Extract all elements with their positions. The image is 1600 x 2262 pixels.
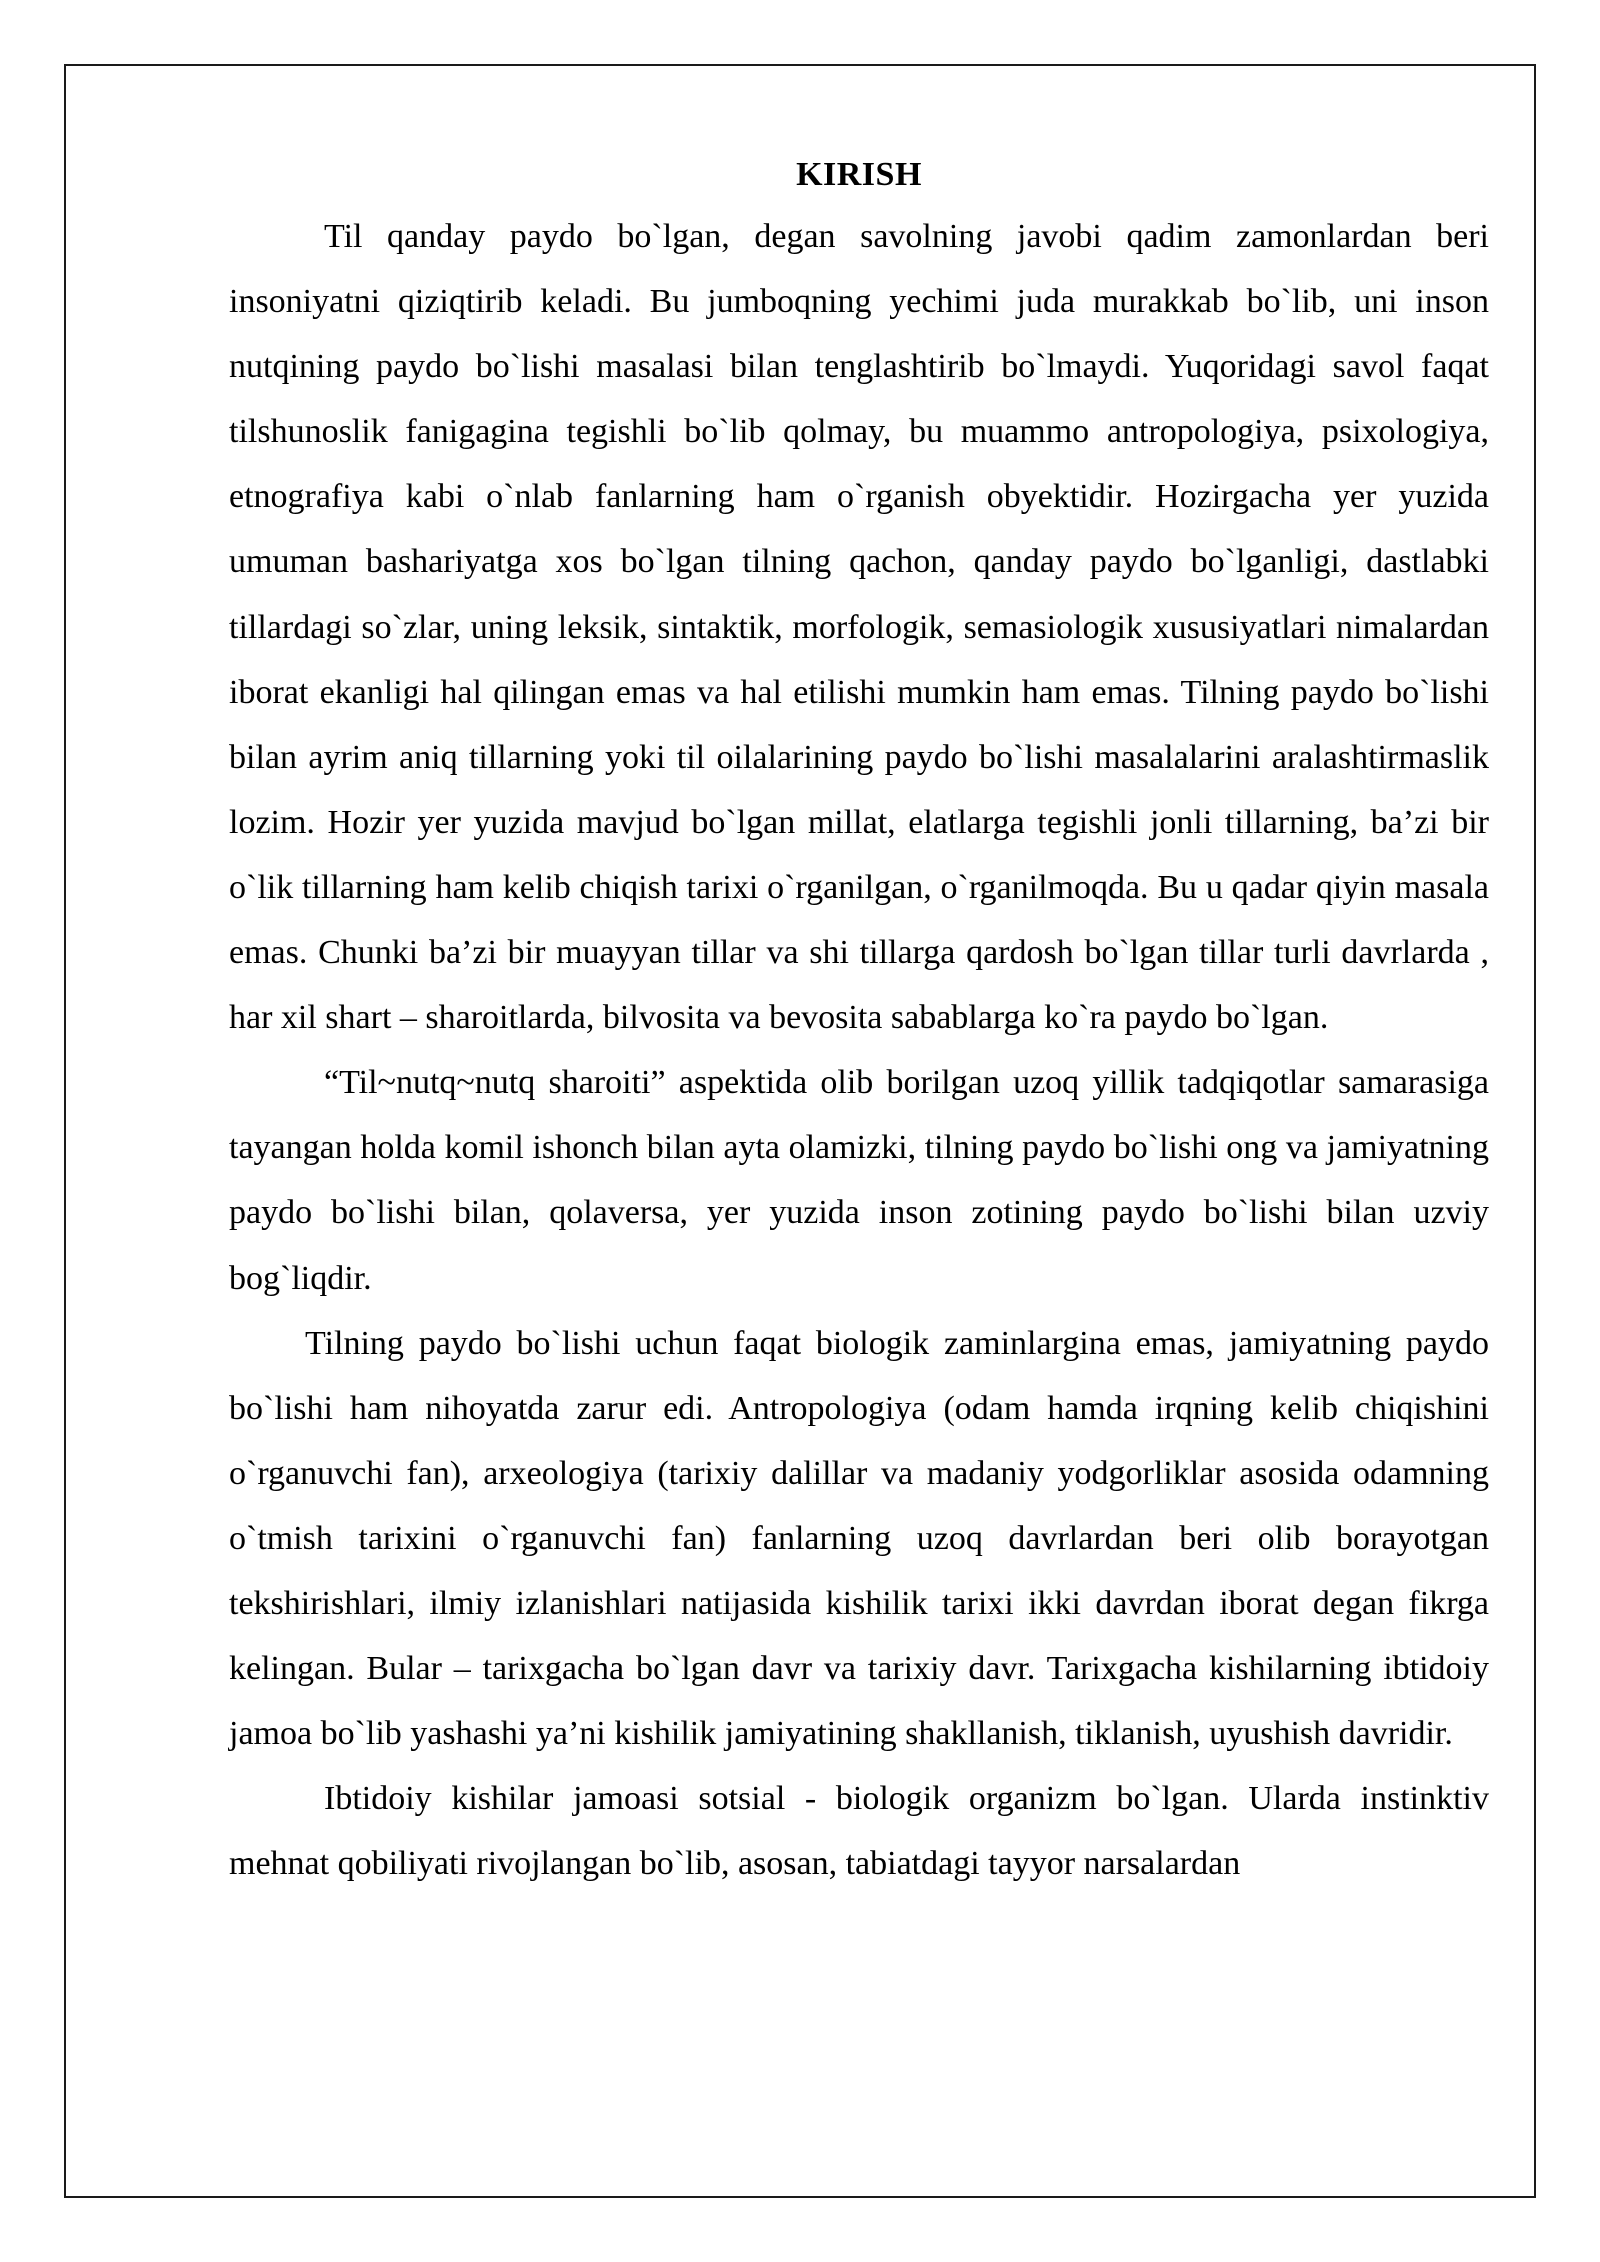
page-title: KIRISH [796, 156, 922, 193]
document-body [229, 148, 1489, 1896]
paragraph-3: Tilning paydo bo`lishi uchun faqat biologik zaminlargina emas, jamiyatning paydo bo`lishi ham nihoyatda zarur edi. Antropologiya (odam hamda irqning kelib chiqishini o`rganuvchi fan), arxeologiya (tarixiy dalillar va madaniy yodgorliklar asosida odamning o`tmish tarixini o`rganuvchi fan) fanlarning uzoq davrlardan beri olib borayotgan tekshirishlari, ilmiy izlanishlari natijasida kishilik tarixi ikki davrdan iborat degan fikrga kelingan. Bular – tarixgacha bo`lgan davr va tarixiy davr. Tarixgacha kishilarning ibtidoiy jamoa bo`lib yashashi ya’ni kishilik jamiyatining shakllanish, tiklanish, uyushish davridir. [229, 1324, 1489, 1753]
paragraph-2: “Til~nutq~nutq sharoiti” aspektida olib borilgan uzoq yillik tadqiqotlar samarasiga tayangan holda komil ishonch bilan ayta olamizki, tilning paydo bo`lishi ong va jamiyatning paydo bo`lishi bilan, qolaversa, yer yuzida inson zotining paydo bo`lishi bilan uzviy bog`liqdir. [229, 1064, 1489, 1297]
paragraph-4: Ibtidoiy kishilar jamoasi sotsial - biologik organizm bo`lgan. Ularda instinktiv mehnat qobiliyati rivojlangan bo`lib, asosan, tabiatdagi tayyor narsalardan [229, 1780, 1489, 1883]
paragraph-1: Til qanday paydo bo`lgan, degan savolning javobi qadim zamonlardan beri insoniyatni qiziqtirib keladi. Bu jumboqning yechimi juda murakkab bo`lib, uni inson nutqining paydo bo`lishi masalasi bilan tenglashtirib bo`lmaydi. Yuqoridagi savol faqat tilshunoslik fanigagina tegishli bo`lib qolmay, bu muammo antropologiya, psixologiya, etnografiya kabi o`nlab fanlarning ham o`rganish obyektidir. Hozirgacha yer yuzida umuman bashariyatga xos bo`lgan tilning qachon, qanday paydo bo`lganligi, dastlabki tillardagi so`zlar, uning leksik, sintaktik, morfologik, semasiologik xususiyatlari nimalardan iborat ekanligi hal qilingan emas va hal etilishi mumkin ham emas. Tilning paydo bo`lishi bilan ayrim aniq tillarning yoki til oilalarining paydo bo`lishi masalalarini aralashtirmaslik lozim. Hozir yer yuzida mavjud bo`lgan millat, elatlarga tegishli jonli tillarning, ba’zi bir o`lik tillarning ham kelib chiqish tarixi o`rganilgan, o`rganilmoqda. Bu u qadar qiyin masala emas. Chunki ba’zi bir muayyan tillar va shi tillarga qardosh bo`lgan tillar turli davrlarda , har xil shart – sharoitlarda, bilvosita va bevosita sabablarga ko`ra paydo bo`lgan. [229, 218, 1489, 1037]
